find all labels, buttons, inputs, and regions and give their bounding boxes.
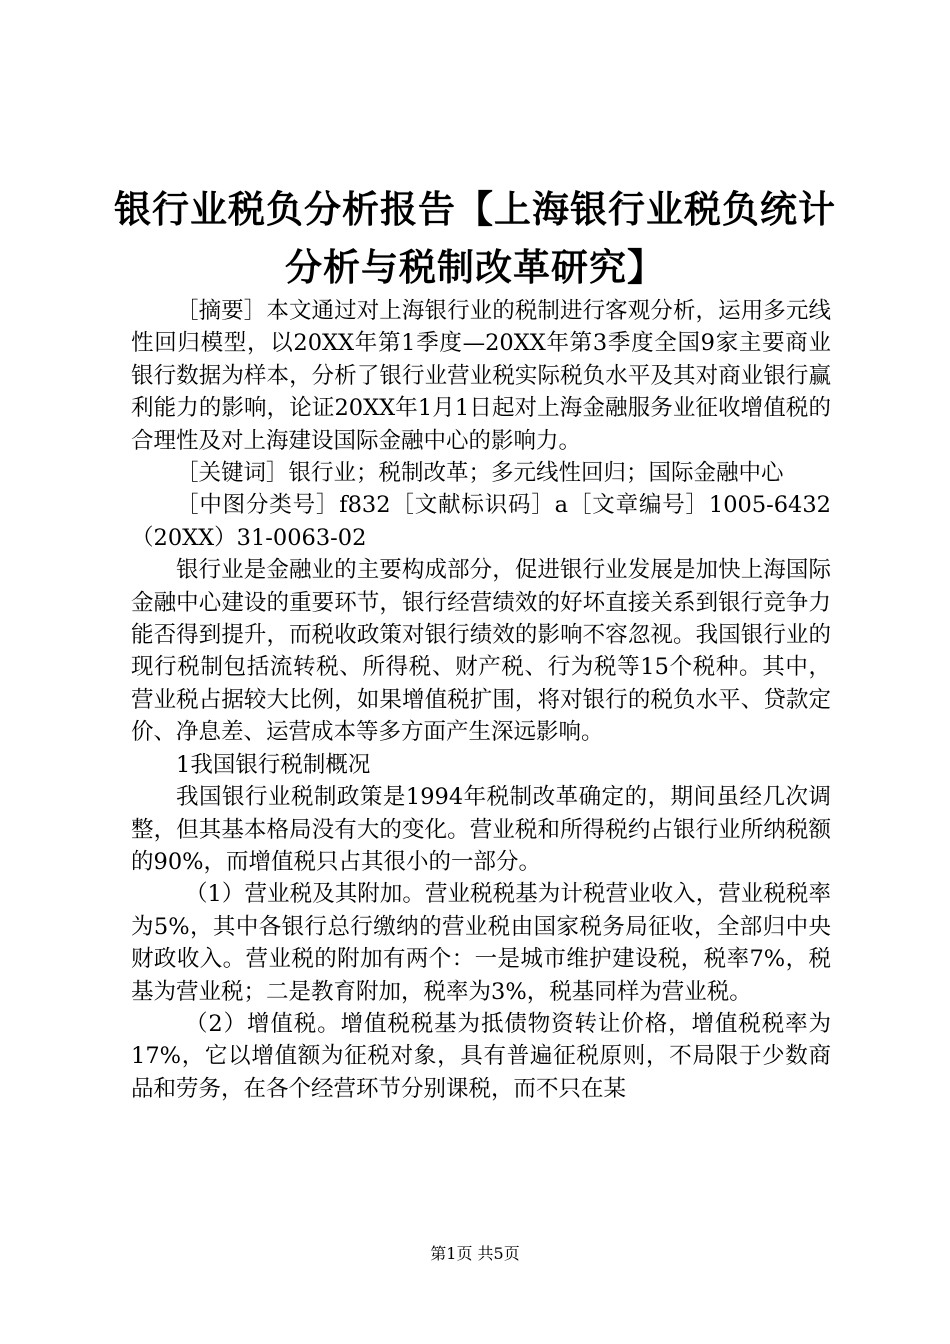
- document-body: [131, 295, 831, 1105]
- body-paragraph: （1）营业税及其附加。营业税税基为计税营业收入，营业税税率为5%，其中各银行总行缴纳的营业税由国家税务局征收，全部归中央财政收入。营业税的附加有两个：一是城市维护建设税，税率7%，税基为营业税；二是教育附加，税率为3%，税基同样为营业税。: [131, 881, 831, 1005]
- page-number-footer: 第1页 共5页: [430, 1244, 520, 1263]
- section-heading: 1我国银行税制概况: [176, 751, 371, 778]
- keywords-paragraph: ［关键词］银行业；税制改革；多元线性回归；国际金融中心: [176, 460, 784, 487]
- body-paragraph: 我国银行业税制政策是1994年税制改革确定的，期间虽经几次调整，但其基本格局没有大的变化。营业税和所得税约占银行业所纳税额的90%，而增值税只占其很小的一部分。: [131, 784, 831, 875]
- body-paragraph: 银行业是金融业的主要构成部分，促进银行业发展是加快上海国际金融中心建设的重要环节，银行经营绩效的好坏直接关系到银行竞争力能否得到提升，而税收政策对银行绩效的影响不容忽视。我国银行业的现行税制包括流转税、所得税、财产税、行为税等15个税种。其中，营业税占据较大比例，如果增值税扩围，将对银行的税负水平、贷款定价、净息差、运营成本等多方面产生深远影响。: [131, 557, 831, 746]
- document-title: 银行业税负分析报告【上海银行业税负统计分析与税制改革研究】: [114, 187, 836, 289]
- body-paragraph: （2）增值税。增值税税基为抵债物资转让价格，增值税税率为17%，它以增值额为征税对象，具有普遍征税原则，不局限于少数商品和劳务，在各个经营环节分别课税，而不只在某: [131, 1010, 831, 1102]
- abstract-paragraph: ［摘要］本文通过对上海银行业的税制进行客观分析，运用多元线性回归模型，以20XX年第1季度—20XX年第3季度全国9家主要商业银行数据为样本，分析了银行业营业税实际税负水平及其对商业银行赢利能力的影响，论证20XX年1月1日起对上海金融服务业征收增值税的合理性及对上海建设国际金融中心的影响力。: [131, 298, 831, 454]
- classification-paragraph: ［中图分类号］f832［文献标识码］a［文章编号］1005-6432（20XX）31-0063-02: [131, 492, 831, 551]
